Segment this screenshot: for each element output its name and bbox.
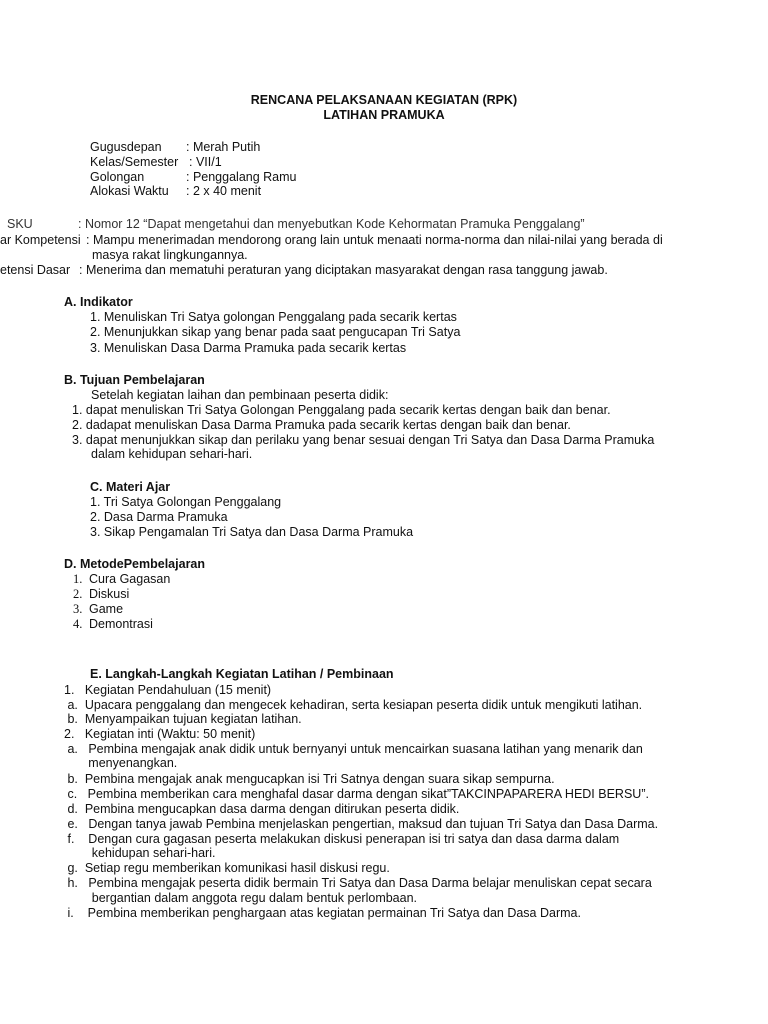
tujuan-item: 1. dapat menuliskan Tri Satya Golongan Penggalang pada secarik kertas dengan baik dan benar. bbox=[72, 403, 611, 417]
kd-label: ar Kompetensi bbox=[0, 233, 81, 247]
langkah-line: e. Dengan tanya jawab Pembina menjelaskan pengertian, maksud dan tujuan Tri Satya dan Dasa Darma. bbox=[64, 817, 659, 831]
indikator-item: 2. Menunjukkan sikap yang benar pada saat pengucapan Tri Satya bbox=[90, 325, 461, 339]
tujuan-intro: Setelah kegiatan laihan dan pembinaan peserta didik: bbox=[91, 388, 389, 402]
metode-item: Demontrasi bbox=[89, 617, 153, 631]
kelas-value: : VII/1 bbox=[189, 155, 222, 169]
langkah-line: i. Pembina memberikan penghargaan atas kegiatan permainan Tri Satya dan Dasa Darma. bbox=[64, 906, 581, 920]
sku-label: SKU bbox=[7, 217, 33, 231]
langkah-line: bergantian dalam anggota regu dalam bentuk perlombaan. bbox=[64, 891, 418, 905]
section-c-heading: C. Materi Ajar bbox=[90, 480, 171, 494]
kelas-label: Kelas/Semester bbox=[90, 155, 179, 169]
document-title: RENCANA PELAKSANAAN KEGIATAN (RPK) bbox=[250, 93, 518, 107]
langkah-line: f. Dengan cura gagasan peserta melakukan diskusi penerapan isi tri satya dan dasa darma dalam bbox=[64, 832, 620, 846]
document-subtitle: LATIHAN PRAMUKA bbox=[323, 108, 445, 122]
langkah-line: h. Pembina mengajak peserta didik bermain Tri Satya dan Dasa Darma belajar menuliskan cepat secara bbox=[64, 876, 652, 890]
langkah-line: 1. Kegiatan Pendahuluan (15 menit) bbox=[64, 683, 272, 697]
langkah-line: g. Setiap regu memberikan komunikasi hasil diskusi regu. bbox=[64, 861, 390, 875]
kd2-value: : Menerima dan mematuhi peraturan yang diciptakan masyarakat dengan rasa tanggung jawab. bbox=[79, 263, 608, 277]
langkah-line: a. Pembina mengajak anak didik untuk bernyanyi untuk mencairkan suasana latihan yang menarik dan bbox=[64, 742, 643, 756]
materi-item: 3. Sikap Pengamalan Tri Satya dan Dasa Darma Pramuka bbox=[90, 525, 414, 539]
metode-number: 1. bbox=[73, 572, 83, 586]
langkah-line: 2. Kegiatan inti (Waktu: 50 menit) bbox=[64, 727, 256, 741]
langkah-line: c. Pembina memberikan cara menghafal dasar darma dengan sikat”TAKCINPAPARERA HEDI BERSU”. bbox=[64, 787, 649, 801]
kd-value-continuation: masya rakat lingkungannya. bbox=[92, 248, 248, 262]
langkah-line: menyenangkan. bbox=[64, 756, 178, 770]
metode-number: 4. bbox=[73, 617, 83, 631]
metode-number: 2. bbox=[73, 587, 83, 601]
metode-item: Cura Gagasan bbox=[89, 572, 171, 586]
gugusdepan-value: : Merah Putih bbox=[186, 140, 261, 154]
gugusdepan-label: Gugusdepan bbox=[90, 140, 162, 154]
section-b-heading: B. Tujuan Pembelajaran bbox=[64, 373, 205, 387]
section-e-heading: E. Langkah-Langkah Kegiatan Latihan / Pembinaan bbox=[90, 667, 394, 681]
kd-value: : Mampu menerimadan mendorong orang lain untuk menaati norma-norma dan nilai-nilai yang berada di bbox=[86, 233, 663, 247]
section-a-heading: A. Indikator bbox=[64, 295, 133, 309]
sku-value: : Nomor 12 “Dapat mengetahui dan menyebutkan Kode Kehormatan Pramuka Penggalang” bbox=[78, 217, 585, 231]
kd2-label: etensi Dasar bbox=[0, 263, 71, 277]
materi-item: 1. Tri Satya Golongan Penggalang bbox=[90, 495, 282, 509]
tujuan-item: 3. dapat menunjukkan sikap dan perilaku yang benar sesuai dengan Tri Satya dan Dasa Darma Pramuka bbox=[72, 433, 655, 447]
materi-item: 2. Dasa Darma Pramuka bbox=[90, 510, 228, 524]
langkah-line: d. Pembina mengucapkan dasa darma dengan ditirukan peserta didik. bbox=[64, 802, 460, 816]
langkah-line: kehidupan sehari-hari. bbox=[64, 846, 216, 860]
metode-number: 3. bbox=[73, 602, 83, 616]
section-d-heading: D. MetodePembelajaran bbox=[64, 557, 206, 571]
indikator-item: 1. Menuliskan Tri Satya golongan Penggalang pada secarik kertas bbox=[90, 310, 457, 324]
langkah-line: b. Menyampaikan tujuan kegiatan latihan. bbox=[64, 712, 302, 726]
metode-item: Game bbox=[89, 602, 124, 616]
tujuan-item-continuation: dalam kehidupan sehari-hari. bbox=[91, 447, 253, 461]
indikator-item: 3. Menuliskan Dasa Darma Pramuka pada secarik kertas bbox=[90, 341, 407, 355]
tujuan-item: 2. dadapat menuliskan Dasa Darma Pramuka pada secarik kertas dengan baik dan benar. bbox=[72, 418, 571, 432]
golongan-value: : Penggalang Ramu bbox=[186, 170, 297, 184]
metode-item: Diskusi bbox=[89, 587, 130, 601]
langkah-line: a. Upacara penggalang dan mengecek kehadiran, serta kesiapan peserta didik untuk mengikuti latihan. bbox=[64, 698, 643, 712]
alokasi-label: Alokasi Waktu bbox=[90, 184, 169, 198]
golongan-label: Golongan bbox=[90, 170, 145, 184]
alokasi-value: : 2 x 40 menit bbox=[186, 184, 262, 198]
langkah-line: b. Pembina mengajak anak mengucapkan isi Tri Satnya dengan suara sikap sempurna. bbox=[64, 772, 555, 786]
